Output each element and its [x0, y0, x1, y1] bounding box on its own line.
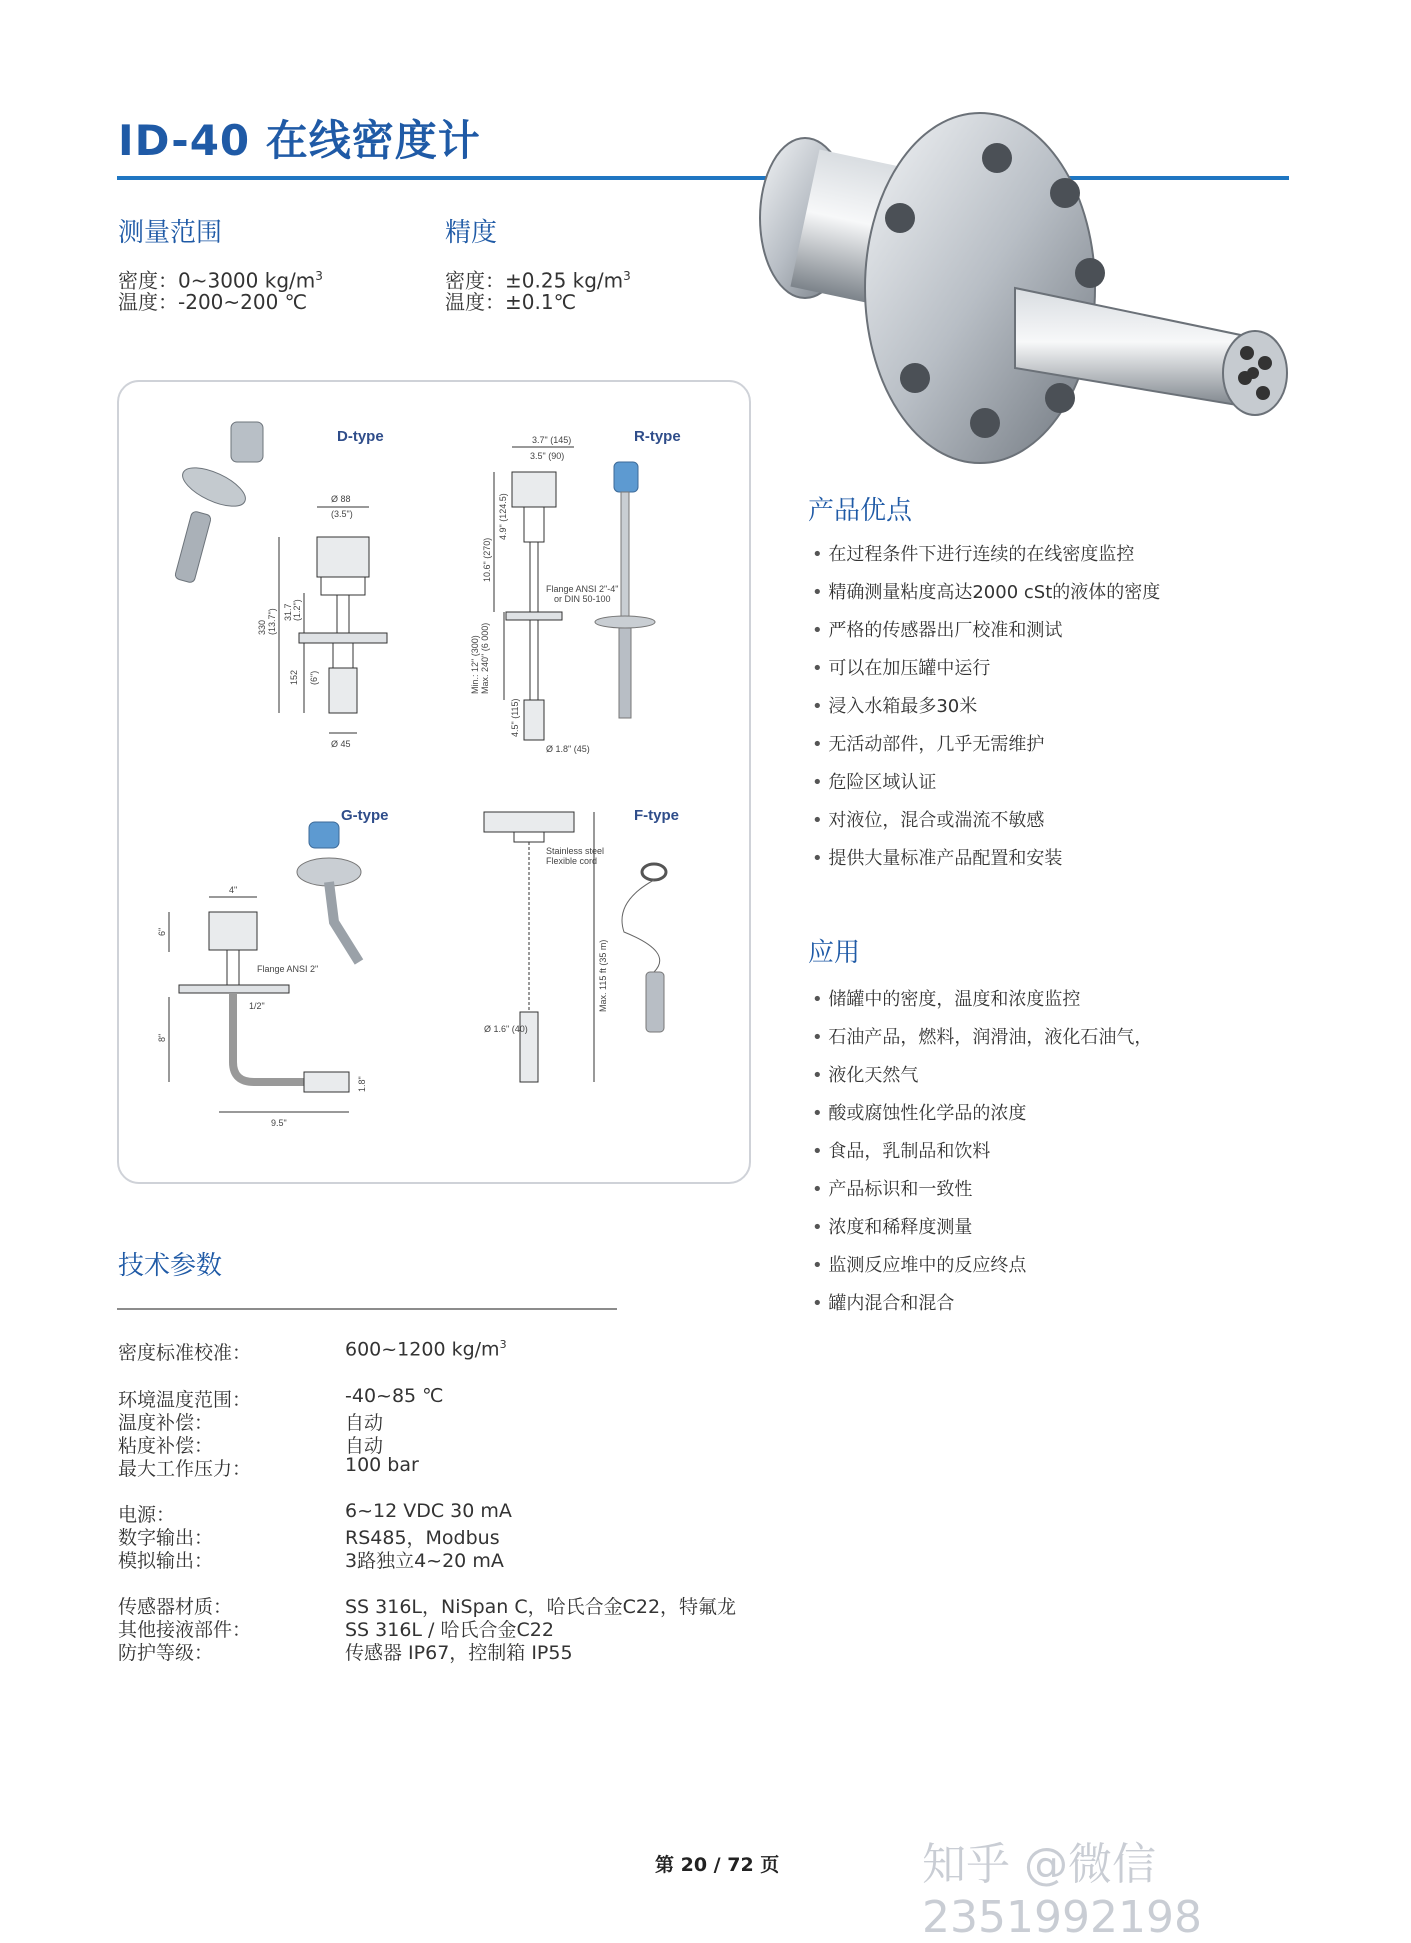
d-dim-3: 330: [257, 619, 267, 635]
d-type-drawing: [169, 417, 439, 762]
param-label: 其他接液部件：: [118, 1619, 252, 1641]
application-item: • 食品，乳制品和饮料: [812, 1137, 990, 1163]
r-dim-1: 3.7" (145): [532, 435, 572, 445]
drawing-panel: [117, 380, 751, 1184]
param-value: 自动: [345, 1435, 384, 1457]
application-item: • 酸或腐蚀性化学品的浓度: [812, 1099, 1026, 1125]
g-type-label: G-type: [341, 807, 389, 824]
g-dim-2: 6": [157, 927, 167, 936]
application-item: • 浓度和稀释度测量: [812, 1213, 972, 1239]
r-dim-5: Flange ANSI 2"-4": [546, 584, 619, 594]
r-dim-9: 4.5" (115): [510, 698, 520, 737]
f-dim-4: Ø 1.6" (40): [484, 1024, 528, 1034]
param-value: 传感器 IP67，控制箱 IP55: [345, 1642, 573, 1664]
r-dim-7: Min.: 12" (300): [470, 635, 480, 694]
tech-heading: 技术参数: [118, 1251, 223, 1281]
f-type-drawing: [454, 792, 724, 1122]
f-dim-2: Flexible cord: [546, 856, 598, 866]
d-dim-9: Ø 45: [331, 739, 351, 749]
g-dim-7: 9.5": [271, 1118, 287, 1128]
param-value: SS 316L / 哈氏合金C22: [345, 1619, 554, 1641]
advantage-item: • 精确测量粘度高达2000 cSt的液体的密度: [812, 578, 1160, 604]
param-label: 最大工作压力：: [118, 1458, 252, 1480]
d-dim-1: Ø 88: [331, 494, 351, 504]
applications-heading: 应用: [808, 938, 861, 968]
application-item: • 罐内混合和混合: [812, 1289, 954, 1315]
param-label: 传感器材质：: [118, 1596, 233, 1618]
page-title: ID-40 在线密度计: [118, 116, 481, 165]
param-label: 环境温度范围：: [118, 1389, 252, 1411]
g-dim-1: 4": [229, 885, 238, 895]
application-item: • 监测反应堆中的反应终点: [812, 1251, 1026, 1277]
r-dim-10: Ø 1.8" (45): [546, 744, 590, 754]
param-label: 密度标准校准：: [118, 1342, 252, 1364]
r-dim-8: Max. 240" (6 000): [480, 622, 490, 694]
param-value: 6~12 VDC 30 mA: [345, 1500, 512, 1522]
f-dim-1: Stainless steel: [546, 846, 605, 856]
param-value: 自动: [345, 1412, 384, 1434]
param-label: 模拟输出：: [118, 1550, 214, 1572]
advantage-item: • 可以在加压罐中运行: [812, 654, 990, 680]
tech-divider: [117, 1308, 617, 1310]
advantage-item: • 提供大量标准产品配置和安装: [812, 844, 1062, 870]
r-dim-3: 10.6" (270): [482, 537, 492, 582]
advantage-item: • 严格的传感器出厂校准和测试: [812, 616, 1062, 642]
advantage-item: • 在过程条件下进行连续的在线密度监控: [812, 540, 1134, 566]
g-dim-3: Flange ANSI 2": [257, 964, 319, 974]
r-type-drawing: [454, 432, 724, 752]
d-dim-8: (6"): [309, 670, 319, 685]
g-dim-6: 1.8": [357, 1076, 367, 1092]
measure-heading: 测量范围: [118, 218, 223, 248]
page-number: 第 20 / 72 页: [655, 1854, 780, 1876]
advantage-item: • 对液位，混合或湍流不敏感: [812, 806, 1044, 832]
d-type-label: D-type: [337, 428, 384, 445]
product-photo: [735, 108, 1295, 468]
g-dim-5: 8": [157, 1033, 167, 1042]
advantage-item: • 无活动部件，几乎无需维护: [812, 730, 1044, 756]
param-label: 温度补偿：: [118, 1412, 214, 1434]
param-value: 100 bar: [345, 1454, 419, 1476]
r-dim-4: 4.9" (124.5): [498, 493, 508, 540]
r-dim-6: or DIN 50-100: [554, 594, 611, 604]
g-type-drawing: [159, 802, 429, 1132]
param-label: 防护等级：: [118, 1642, 214, 1664]
watermark: 知乎 @微信2351992198: [922, 1839, 1202, 1943]
param-label: 数字输出：: [118, 1527, 214, 1549]
param-value: SS 316L，NiSpan C，哈氏合金C22，特氟龙: [345, 1596, 737, 1618]
d-dim-4: (13.7"): [267, 608, 277, 635]
application-item: • 产品标识和一致性: [812, 1175, 972, 1201]
advantage-item: • 危险区域认证: [812, 768, 936, 794]
f-dim-3: Max. 115 ft (35 m): [598, 939, 608, 1012]
advantages-heading: 产品优点: [808, 496, 913, 526]
application-item: • 液化天然气: [812, 1061, 918, 1087]
advantage-item: • 浸入水箱最多30米: [812, 692, 977, 718]
application-item: • 储罐中的密度，温度和浓度监控: [812, 985, 1080, 1011]
param-value: 600~1200 $kg/m^3$: [345, 1338, 507, 1361]
accuracy-density: 密度：±0.25 $kg/m^3$: [445, 268, 631, 293]
r-dim-2: 3.5" (90): [530, 451, 565, 461]
g-dim-4: 1/2": [249, 1001, 265, 1011]
accuracy-temperature: 温度：±0.1℃: [445, 290, 577, 314]
param-value: RS485，Modbus: [345, 1527, 500, 1549]
param-label: 电源：: [118, 1504, 176, 1526]
d-dim-5: 31.7: [283, 603, 293, 621]
d-dim-6: (1.2"): [292, 599, 302, 621]
application-item: • 石油产品，燃料，润滑油，液化石油气，: [812, 1023, 1152, 1049]
param-label: 粘度补偿：: [118, 1435, 214, 1457]
f-type-label: F-type: [634, 807, 679, 824]
d-dim-7: 152: [289, 669, 299, 685]
param-value: -40~85 ℃: [345, 1385, 444, 1407]
param-value: 3路独立4~20 mA: [345, 1550, 504, 1572]
measure-temperature: 温度：-200~200 ℃: [118, 290, 308, 314]
r-type-label: R-type: [634, 428, 681, 445]
accuracy-heading: 精度: [445, 218, 498, 248]
d-dim-2: (3.5"): [331, 509, 353, 519]
measure-density: 密度：0~3000 $kg/m^3$: [118, 268, 323, 293]
